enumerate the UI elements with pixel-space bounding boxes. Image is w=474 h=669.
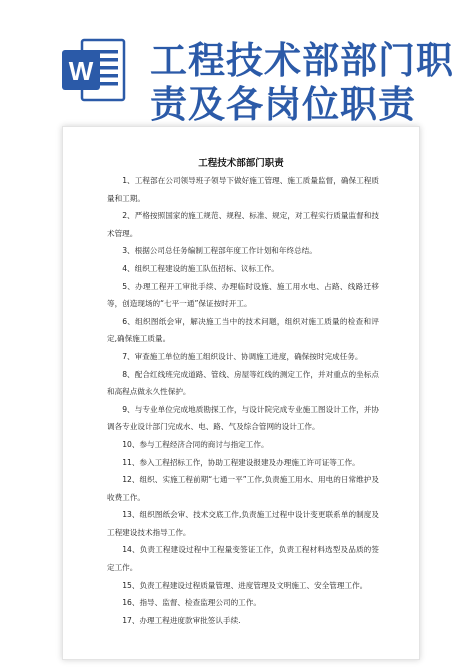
banner-header (0, 0, 474, 126)
svg-text:W: W (68, 56, 94, 86)
banner-title-line-2: 责及各岗位职责 (150, 83, 416, 126)
duty-item-16: 16、指导、监督、检查监理公司的工作。 (122, 598, 261, 608)
duty-item-14: 14、负责工程建设过程中工程量变签证工作，负责工程材料选型及品质的签定工作。 (107, 545, 379, 573)
duty-item-5: 5、办理工程开工审批手续、办理临时设施、施工用水电、占路、线路迁移等，创造现场的“七平一通”保证按时开工。 (107, 281, 379, 309)
document-body (107, 172, 379, 629)
duty-item-12: 12、组织、实施工程前期“七通一平”工作,负责施工用水、用电的日常维护及收费工作。 (107, 475, 379, 502)
duty-item-4: 4、组织工程建设的施工队伍招标、议标工作。 (122, 263, 279, 273)
banner-title-line-1: 工程技术部部门职 (150, 39, 454, 82)
duty-item-8: 8、配合红线班完成道路、管线、房屋等红线的测定工作，并对重点的坐标点和高程点做永久性保护。 (107, 369, 379, 397)
duty-item-7: 7、审查施工单位的施工组织设计、协调施工进度，确保按时完成任务。 (122, 351, 363, 361)
duty-item-9: 9、与专业单位完成地质勘探工作，与设计院完成专业施工图设计工作，并协调各专业设计部门完成水、电、路、气及综合管网的设计工作。 (107, 404, 379, 432)
duty-item-1: 1、工程部在公司领导班子领导下做好施工管理、施工质量监督，确保工程质量和工期。 (107, 176, 379, 203)
duty-item-2: 2、严格按照国家的施工规范、规程、标准、规定，对工程实行质量监督和技术管理。 (107, 211, 379, 238)
duty-item-6: 6、组织图纸会审，解决施工当中的技术问题，组织对施工质量的检查和评定,确保施工质量。 (107, 316, 379, 344)
duty-item-11: 11、参入工程招标工作，协助工程建设报建及办理施工许可证等工作。 (122, 457, 360, 467)
duty-item-15: 15、负责工程建设过程质量管理、进度管理及文明施工、安全管理工作。 (122, 580, 368, 590)
document-title: 工程技术部部门职责 (198, 158, 284, 169)
duty-item-10: 10、参与工程经济合同的商讨与指定工作。 (122, 439, 269, 449)
duty-item-3: 3、根据公司总任务编制工程部年度工作计划和年终总结。 (122, 246, 317, 256)
word-icon (60, 36, 128, 104)
document-page (62, 126, 420, 660)
duty-item-13: 13、组织图纸会审、技术交底工作,负责施工过程中设计变更联系单的制度及工程建设技术指导工作。 (107, 510, 379, 537)
duty-item-17: 17、办理工程进度款审批签认手续. (122, 615, 241, 625)
